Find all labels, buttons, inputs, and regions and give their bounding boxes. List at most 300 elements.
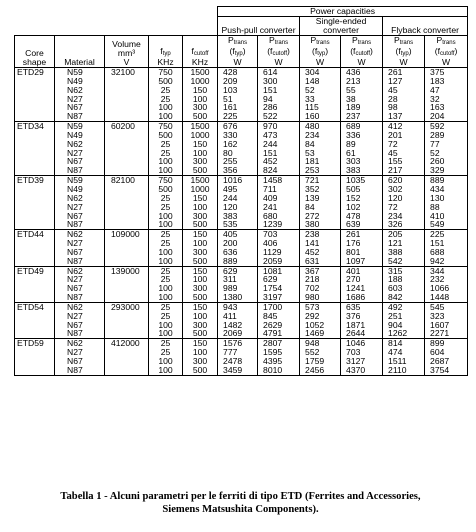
se-typ-cell: 380 — [300, 220, 341, 229]
ftyp-cell: 100 — [149, 293, 183, 302]
pp-cutoff-cell: 94 — [258, 95, 300, 104]
se-typ-cell: 573 — [300, 302, 341, 311]
material-cell: N67 — [55, 357, 105, 366]
fb-cutoff-cell: 3754 — [425, 366, 468, 375]
volume-cell: 139000 — [105, 266, 149, 275]
core-shape-cell — [15, 284, 55, 293]
fb-typ-cell: 98 — [383, 103, 425, 112]
se-cutoff-cell: 801 — [341, 248, 383, 257]
fb-cutoff-cell: 889 — [425, 176, 468, 185]
material-cell: N49 — [55, 77, 105, 86]
se-cutoff-cell: 1097 — [341, 257, 383, 266]
core-shape-cell — [15, 140, 55, 149]
core-shape-cell — [15, 248, 55, 257]
se-typ-cell: 33 — [300, 95, 341, 104]
fcutoff-cell: 500 — [183, 257, 218, 266]
volume-cell — [105, 149, 149, 158]
core-shape-cell — [15, 203, 55, 212]
fb-typ-cell: 326 — [383, 220, 425, 229]
fcutoff-cell: 1000 — [183, 185, 218, 194]
pp-cutoff-cell: 452 — [258, 157, 300, 166]
single-ended-label: Single-ended converter — [315, 16, 367, 35]
se-typ-cell: 218 — [300, 275, 341, 284]
core-shape-cell — [15, 95, 55, 104]
core-shape-cell — [15, 312, 55, 321]
core-shape-cell: ETD34 — [15, 122, 55, 131]
paren-close: ) — [242, 46, 246, 56]
material-cell: N62 — [55, 266, 105, 275]
fcutoff-unit: KHz — [191, 57, 209, 67]
header-material: Material — [55, 36, 105, 68]
se-typ-cell: 52 — [300, 86, 341, 95]
fcutoff-cell: 150 — [183, 194, 218, 203]
material-cell: N27 — [55, 239, 105, 248]
pp-cutoff-cell: 409 — [258, 194, 300, 203]
core-shape-cell — [15, 131, 55, 140]
fb-cutoff-cell: 899 — [425, 339, 468, 348]
fcutoff-cell: 100 — [183, 95, 218, 104]
se-typ-cell: 552 — [300, 348, 341, 357]
ftyp-cell: 100 — [149, 157, 183, 166]
se-typ-cell: 141 — [300, 239, 341, 248]
ftyp-unit: KHz — [157, 57, 174, 67]
core-shape-cell — [15, 103, 55, 112]
se-typ-cell: 980 — [300, 293, 341, 302]
fcutoff-cell: 100 — [183, 275, 218, 284]
material-cell: N62 — [55, 86, 105, 95]
se-typ-cell: 702 — [300, 284, 341, 293]
ftyp-cell: 500 — [149, 77, 183, 86]
pp-typ-cell: 495 — [218, 185, 258, 194]
volume-cell — [105, 275, 149, 284]
se-typ-cell: 1469 — [300, 329, 341, 338]
se-typ-cell: 272 — [300, 212, 341, 221]
fb-typ-cell: 251 — [383, 312, 425, 321]
ferrite-parameters-table — [14, 6, 468, 376]
fb-cutoff-cell: 323 — [425, 312, 468, 321]
fcutoff-cell: 300 — [183, 357, 218, 366]
ftyp-cell: 25 — [149, 348, 183, 357]
pp-cutoff-cell: 680 — [258, 212, 300, 221]
se-cutoff-cell: 689 — [341, 122, 383, 131]
paren-f: (f — [434, 46, 440, 56]
pp-cutoff-cell: 711 — [258, 185, 300, 194]
volume-cell — [105, 194, 149, 203]
watt-unit: W — [442, 57, 451, 67]
pp-cutoff-cell: 4395 — [258, 357, 300, 366]
fcutoff-cell: 150 — [183, 302, 218, 311]
ptrans-sub: trans — [233, 40, 248, 46]
fcutoff-sub: cutoff — [193, 51, 209, 57]
fb-typ-cell: 492 — [383, 302, 425, 311]
volume-cell: 412000 — [105, 339, 149, 348]
ftyp-cell: 100 — [149, 248, 183, 257]
fb-cutoff-cell: 225 — [425, 230, 468, 239]
se-typ-cell: 253 — [300, 166, 341, 175]
fb-typ-cell: 842 — [383, 293, 425, 302]
se-typ-cell: 84 — [300, 140, 341, 149]
se-typ-cell: 115 — [300, 103, 341, 112]
se-typ-cell: 181 — [300, 157, 341, 166]
ftyp-cell: 25 — [149, 339, 183, 348]
se-cutoff-cell: 505 — [341, 185, 383, 194]
header-fb-cutoff — [425, 36, 468, 68]
se-typ-cell: 367 — [300, 266, 341, 275]
ftyp-cell: 25 — [149, 275, 183, 284]
pp-typ-cell: 2478 — [218, 357, 258, 366]
ptrans-p: P — [352, 35, 358, 45]
fb-typ-cell: 2110 — [383, 366, 425, 375]
fb-typ-cell: 205 — [383, 230, 425, 239]
material-cell: N67 — [55, 321, 105, 330]
volume-cell: 293000 — [105, 302, 149, 311]
fb-typ-cell: 121 — [383, 239, 425, 248]
ftyp-cell: 25 — [149, 266, 183, 275]
fb-cutoff-cell: 260 — [425, 157, 468, 166]
ftyp-cell: 750 — [149, 122, 183, 131]
se-cutoff-cell: 1686 — [341, 293, 383, 302]
material-cell: N87 — [55, 220, 105, 229]
pp-typ-cell: 1482 — [218, 321, 258, 330]
material-cell: N67 — [55, 103, 105, 112]
watt-unit: W — [274, 57, 283, 67]
pp-cutoff-cell: 244 — [258, 140, 300, 149]
pp-cutoff-cell: 1458 — [258, 176, 300, 185]
ptrans-sub: trans — [274, 40, 289, 46]
paren-close: ) — [408, 46, 412, 56]
header-se-typ — [300, 36, 341, 68]
pp-cutoff-cell: 286 — [258, 103, 300, 112]
volume-label: Volume — [112, 39, 141, 49]
fb-cutoff-cell: 434 — [425, 185, 468, 194]
volume-cell — [105, 284, 149, 293]
material-cell: N87 — [55, 366, 105, 375]
volume-cell — [105, 212, 149, 221]
volume-cell — [105, 140, 149, 149]
material-cell: N62 — [55, 194, 105, 203]
watt-unit: W — [315, 57, 325, 67]
header-fb-typ — [383, 36, 425, 68]
flyback-label: Flyback converter — [391, 25, 459, 35]
core-shape-cell: ETD44 — [15, 230, 55, 239]
ftyp-cell: 100 — [149, 366, 183, 375]
fcutoff-cell: 300 — [183, 248, 218, 257]
paren-sub: typ — [400, 51, 409, 57]
fb-typ-cell: 1511 — [383, 357, 425, 366]
se-cutoff-cell: 102 — [341, 203, 383, 212]
volume-cell — [105, 357, 149, 366]
material-cell: N62 — [55, 230, 105, 239]
pp-typ-cell: 889 — [218, 257, 258, 266]
core-shape-cell — [15, 257, 55, 266]
paren-sub: typ — [317, 51, 326, 57]
fb-cutoff-cell: 2687 — [425, 357, 468, 366]
pp-typ-cell: 244 — [218, 194, 258, 203]
core-shape-cell: ETD29 — [15, 68, 55, 77]
pp-typ-cell: 1380 — [218, 293, 258, 302]
pp-typ-cell: 1016 — [218, 176, 258, 185]
se-cutoff-cell: 237 — [341, 112, 383, 121]
fb-cutoff-cell: 183 — [425, 77, 468, 86]
paren-f: (f — [395, 46, 401, 56]
pp-cutoff-cell: 845 — [258, 312, 300, 321]
volume-cell — [105, 157, 149, 166]
fcutoff-cell: 500 — [183, 220, 218, 229]
fb-typ-cell: 137 — [383, 112, 425, 121]
table-row — [15, 366, 468, 375]
ptrans-p: P — [310, 35, 317, 45]
core-shape-cell: ETD59 — [15, 339, 55, 348]
pp-typ-cell: 428 — [218, 68, 258, 77]
fcutoff-cell: 100 — [183, 239, 218, 248]
ftyp-cell: 25 — [149, 302, 183, 311]
material-cell: N62 — [55, 339, 105, 348]
pp-cutoff-cell: 614 — [258, 68, 300, 77]
fcutoff-cell: 1000 — [183, 131, 218, 140]
core-shape-cell — [15, 157, 55, 166]
fcutoff-cell: 300 — [183, 212, 218, 221]
fb-cutoff-cell: 1066 — [425, 284, 468, 293]
pp-typ-cell: 120 — [218, 203, 258, 212]
se-typ-cell: 234 — [300, 131, 341, 140]
se-typ-cell: 721 — [300, 176, 341, 185]
volume-cell — [105, 312, 149, 321]
paren-close: ) — [287, 46, 290, 56]
volume-cell: 109000 — [105, 230, 149, 239]
ptrans-sub: trans — [442, 40, 456, 46]
pp-typ-cell: 535 — [218, 220, 258, 229]
ferrite-table-container — [14, 6, 467, 376]
paren-sub: typ — [234, 51, 243, 57]
ptrans-p: P — [228, 35, 234, 45]
core-shape-cell — [15, 321, 55, 330]
table-row — [15, 257, 468, 266]
material-cell: N27 — [55, 348, 105, 357]
se-typ-cell: 148 — [300, 77, 341, 86]
fcutoff-cell: 150 — [183, 266, 218, 275]
material-cell: N59 — [55, 122, 105, 131]
core-shape-cell — [15, 77, 55, 86]
pp-typ-cell: 676 — [218, 122, 258, 131]
se-cutoff-cell: 4370 — [341, 366, 383, 375]
ftyp-cell: 500 — [149, 131, 183, 140]
fb-cutoff-cell: 1448 — [425, 293, 468, 302]
pp-typ-cell: 943 — [218, 302, 258, 311]
core-shape-cell — [15, 357, 55, 366]
material-cell: N87 — [55, 257, 105, 266]
pp-cutoff-cell: 4791 — [258, 329, 300, 338]
fb-typ-cell: 315 — [383, 266, 425, 275]
ftyp-cell: 100 — [149, 284, 183, 293]
paren-f: (f — [311, 46, 318, 56]
core-shape-cell: ETD54 — [15, 302, 55, 311]
se-typ-cell: 139 — [300, 194, 341, 203]
volume-cell — [105, 203, 149, 212]
volume-unit: mm³ — [117, 48, 136, 58]
fb-typ-cell: 28 — [383, 95, 425, 104]
pp-cutoff-cell: 406 — [258, 239, 300, 248]
core-shape-cell: ETD49 — [15, 266, 55, 275]
fb-typ-cell: 261 — [383, 68, 425, 77]
fb-typ-cell: 603 — [383, 284, 425, 293]
fb-cutoff-cell: 232 — [425, 275, 468, 284]
volume-cell: 32100 — [105, 68, 149, 77]
volume-cell — [105, 77, 149, 86]
fcutoff-cell: 100 — [183, 203, 218, 212]
material-cell: N27 — [55, 312, 105, 321]
core-shape-cell — [15, 366, 55, 375]
fb-cutoff-cell: 151 — [425, 239, 468, 248]
ftyp-cell: 100 — [149, 103, 183, 112]
ftyp-cell: 25 — [149, 203, 183, 212]
se-cutoff-cell: 635 — [341, 302, 383, 311]
material-cell: N67 — [55, 248, 105, 257]
fcutoff-cell: 300 — [183, 321, 218, 330]
pp-cutoff-cell: 2059 — [258, 257, 300, 266]
material-cell: N27 — [55, 95, 105, 104]
se-typ-cell: 352 — [300, 185, 341, 194]
se-cutoff-cell: 213 — [341, 77, 383, 86]
volume-cell: 60200 — [105, 122, 149, 131]
ftyp-cell: 25 — [149, 239, 183, 248]
fb-cutoff-cell: 549 — [425, 220, 468, 229]
material-cell: N49 — [55, 185, 105, 194]
fb-typ-cell: 1262 — [383, 329, 425, 338]
se-typ-cell: 452 — [300, 248, 341, 257]
pp-cutoff-cell: 300 — [258, 77, 300, 86]
se-cutoff-cell: 1046 — [341, 339, 383, 348]
header-pp-cutoff — [258, 36, 300, 68]
material-cell: N87 — [55, 293, 105, 302]
fb-cutoff-cell: 1607 — [425, 321, 468, 330]
pp-typ-cell: 80 — [218, 149, 258, 158]
pp-typ-cell: 209 — [218, 77, 258, 86]
caption-line-2: Siemens Matsushita Components). — [162, 504, 319, 515]
header-volume — [105, 36, 149, 68]
fb-typ-cell: 302 — [383, 185, 425, 194]
paren-close: ) — [370, 46, 373, 56]
fcutoff-cell: 100 — [183, 348, 218, 357]
pp-cutoff-cell: 824 — [258, 166, 300, 175]
volume-cell: 82100 — [105, 176, 149, 185]
material-cell: N87 — [55, 112, 105, 121]
header-se-cutoff — [341, 36, 383, 68]
header-single-ended — [300, 17, 383, 36]
se-cutoff-cell: 55 — [341, 86, 383, 95]
fb-cutoff-cell: 47 — [425, 86, 468, 95]
pp-cutoff-cell: 8010 — [258, 366, 300, 375]
ptrans-p: P — [436, 35, 443, 45]
fcutoff-f: f — [191, 46, 194, 56]
fcutoff-cell: 150 — [183, 339, 218, 348]
material-cell: N27 — [55, 149, 105, 158]
header-core-shape: Core shape — [15, 36, 55, 68]
se-cutoff-cell: 61 — [341, 149, 383, 158]
fb-typ-cell: 234 — [383, 212, 425, 221]
watt-unit: W — [233, 57, 242, 67]
pp-typ-cell: 629 — [218, 266, 258, 275]
fb-typ-cell: 412 — [383, 122, 425, 131]
fb-cutoff-cell: 329 — [425, 166, 468, 175]
pp-cutoff-cell: 1595 — [258, 348, 300, 357]
volume-cell — [105, 366, 149, 375]
fcutoff-cell: 500 — [183, 329, 218, 338]
material-cell: N27 — [55, 203, 105, 212]
pp-cutoff-cell: 703 — [258, 230, 300, 239]
se-typ-cell: 160 — [300, 112, 341, 121]
fb-typ-cell: 620 — [383, 176, 425, 185]
pp-typ-cell: 255 — [218, 157, 258, 166]
se-cutoff-cell: 383 — [341, 166, 383, 175]
ftyp-cell: 25 — [149, 194, 183, 203]
ftyp-cell: 100 — [149, 212, 183, 221]
ptrans-p: P — [394, 35, 400, 45]
core-shape-cell — [15, 86, 55, 95]
material-cell: N59 — [55, 176, 105, 185]
fb-cutoff-cell: 32 — [425, 95, 468, 104]
fcutoff-cell: 150 — [183, 230, 218, 239]
fb-typ-cell: 201 — [383, 131, 425, 140]
volume-cell — [105, 103, 149, 112]
volume-cell — [105, 348, 149, 357]
fb-typ-cell: 155 — [383, 157, 425, 166]
ftyp-f: f — [160, 46, 163, 56]
ftyp-cell: 25 — [149, 140, 183, 149]
material-cell: N62 — [55, 302, 105, 311]
se-typ-cell: 53 — [300, 149, 341, 158]
pp-cutoff-cell: 151 — [258, 86, 300, 95]
ftyp-cell: 100 — [149, 220, 183, 229]
se-typ-cell: 292 — [300, 312, 341, 321]
core-shape-cell — [15, 212, 55, 221]
ftyp-cell: 25 — [149, 86, 183, 95]
pp-typ-cell: 383 — [218, 212, 258, 221]
pp-cutoff-cell: 1754 — [258, 284, 300, 293]
fcutoff-cell: 500 — [183, 366, 218, 375]
se-cutoff-cell: 38 — [341, 95, 383, 104]
fb-cutoff-cell: 545 — [425, 302, 468, 311]
volume-cell — [105, 321, 149, 330]
se-cutoff-cell: 1871 — [341, 321, 383, 330]
fb-typ-cell: 474 — [383, 348, 425, 357]
fb-cutoff-cell: 130 — [425, 194, 468, 203]
pp-typ-cell: 103 — [218, 86, 258, 95]
pp-cutoff-cell: 241 — [258, 203, 300, 212]
ftyp-cell: 100 — [149, 166, 183, 175]
se-typ-cell: 480 — [300, 122, 341, 131]
fb-typ-cell: 904 — [383, 321, 425, 330]
fcutoff-cell: 500 — [183, 112, 218, 121]
table-caption — [14, 490, 467, 516]
fb-typ-cell: 127 — [383, 77, 425, 86]
pp-cutoff-cell: 1239 — [258, 220, 300, 229]
material-cell: N67 — [55, 157, 105, 166]
volume-cell — [105, 86, 149, 95]
header-blank — [15, 7, 218, 17]
pp-typ-cell: 162 — [218, 140, 258, 149]
volume-cell — [105, 131, 149, 140]
fcutoff-cell: 150 — [183, 140, 218, 149]
se-typ-cell: 238 — [300, 230, 341, 239]
ftyp-cell: 500 — [149, 185, 183, 194]
pp-cutoff-cell: 1129 — [258, 248, 300, 257]
se-cutoff-cell: 376 — [341, 312, 383, 321]
material-cell: N49 — [55, 131, 105, 140]
fcutoff-cell: 300 — [183, 103, 218, 112]
fb-cutoff-cell: 88 — [425, 203, 468, 212]
material-cell: N59 — [55, 68, 105, 77]
fb-typ-cell: 814 — [383, 339, 425, 348]
